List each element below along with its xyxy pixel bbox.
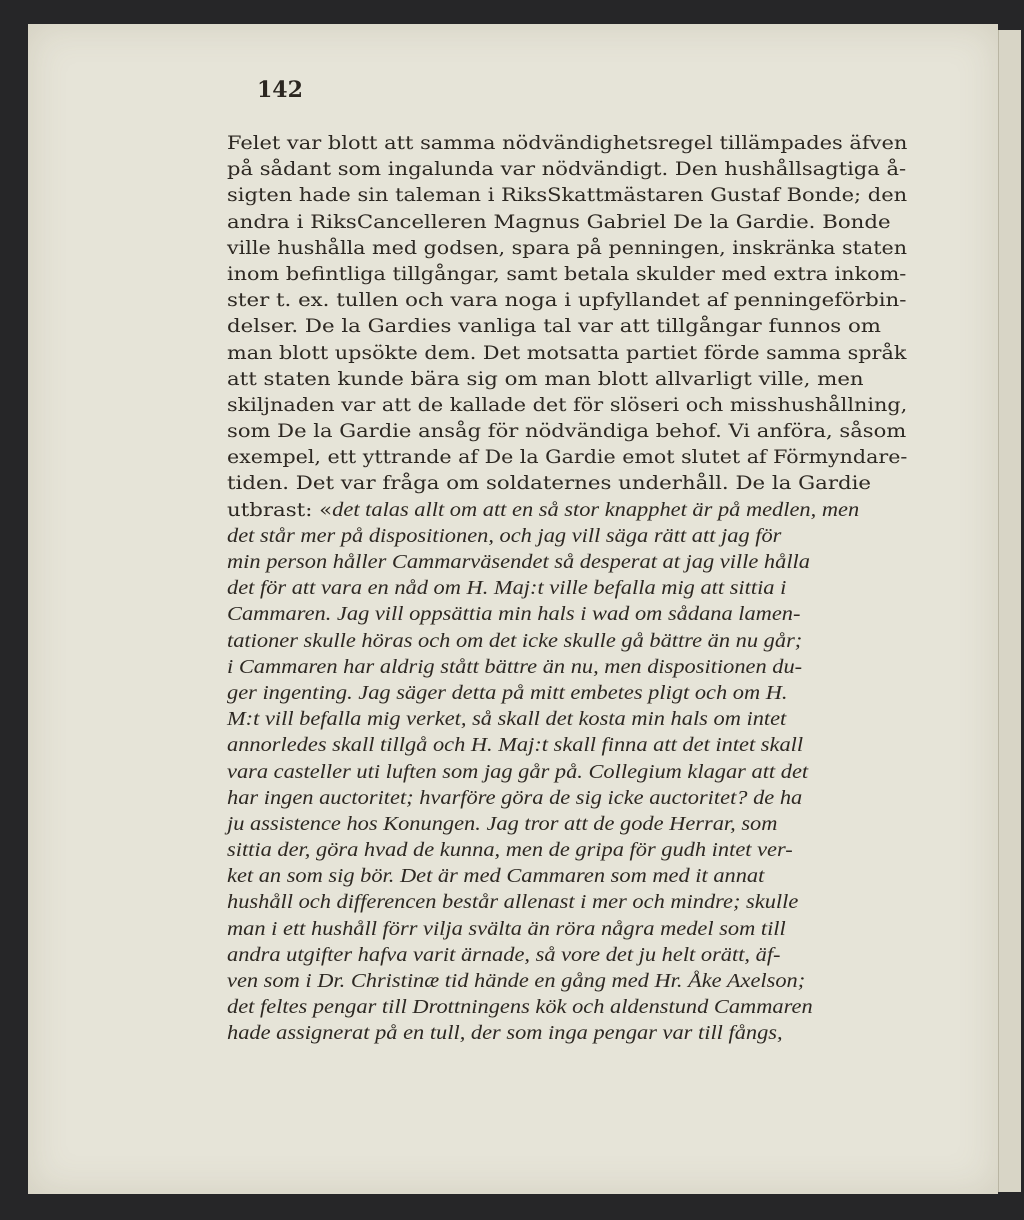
- next-page-edge: [998, 30, 1021, 1192]
- text-line: vara casteller uti luften som jag går på. Collegium klagar att det: [227, 760, 809, 783]
- text-line: Cammaren. Jag vill oppsättia min hals i wad om sådana lamen-: [227, 603, 801, 626]
- text-line: [227, 497, 989, 523]
- text-line: i Cammaren har aldrig stått bättre än nu, men dispositionen du-: [227, 655, 803, 678]
- text-line: min person håller Cammarväsendet så desperat at jag ville hålla: [227, 551, 810, 573]
- text-line: skiljnaden var att de kallade det för slöseri och misshushållning,: [227, 393, 908, 416]
- text-line: tationer skulle höras och om det icke skulle gå bättre än nu går;: [227, 629, 803, 652]
- text-line: andra i RiksCancelleren Magnus Gabriel De la Gardie. Bonde: [227, 210, 891, 233]
- text-line: hade assignerat på en tull, der som inga pengar var till fångs,: [227, 1022, 783, 1045]
- text-line: M:t vill befalla mig verket, så skall det kosta min hals om intet: [227, 708, 787, 731]
- text-line: på sådant som ingalunda var nödvändigt. Den hushållsagtiga å-: [227, 158, 907, 181]
- text-line: ju assistence hos Konungen. Jag tror att de gode Herrar, som: [227, 812, 778, 835]
- text-line: ket an som sig bör. Det är med Cammaren som med it annat: [227, 865, 765, 888]
- text-line: andra utgifter hafva varit ärnade, så vore det ju helt orätt, äf-: [227, 943, 781, 966]
- text-line: exempel, ett yttrande af De la Gardie emot slutet af Förmyndare-: [227, 446, 908, 469]
- text-line: man blott upsökte dem. Det motsatta partiet förde samma språk: [227, 341, 907, 364]
- text-line: det för att vara en nåd om H. Maj:t ville befalla mig att sittia i: [227, 577, 787, 600]
- text-line: ger ingenting. Jag säger detta på mitt embetes pligt och om H.: [227, 681, 788, 704]
- page-number: 142: [257, 77, 303, 103]
- text-line: delser. De la Gardies vanliga tal var att tillgångar funnos om: [227, 315, 881, 338]
- text-line-italic: det talas allt om att en så stor knapphet är på medlen, men: [332, 498, 860, 521]
- text-line: som De la Gardie ansåg för nödvändiga behof. Vi anföra, såsom: [227, 420, 907, 443]
- text-line-prefix: utbrast: «: [227, 498, 333, 521]
- text-line: det står mer på dispositionen, och jag vill säga rätt att jag för: [227, 524, 782, 547]
- text-line: ville hushålla med godsen, spara på penningen, inskränka staten: [227, 236, 908, 259]
- text-line: inom befintliga tillgångar, samt betala skulder med extra inkom-: [227, 262, 907, 285]
- text-line: det feltes pengar till Drottningens kök och aldenstund Cammaren: [227, 996, 813, 1019]
- text-line: har ingen auctoritet; hvarföre göra de sig icke auctoritet? de ha: [227, 786, 803, 809]
- text-line: man i ett hushåll förr vilja svälta än röra några medel som till: [227, 917, 786, 940]
- text-line: annorledes skall tillgå och H. Maj:t skall finna att det intet skall: [227, 734, 804, 757]
- body-text: [227, 130, 907, 1047]
- text-line: hushåll och differencen består allenast i mer och mindre; skulle: [227, 891, 799, 914]
- text-line: tiden. Det var fråga om soldaternes underhåll. De la Gardie: [227, 472, 872, 495]
- text-line: ven som i Dr. Christinæ tid hände en gång med Hr. Åke Axelson;: [227, 970, 806, 992]
- text-line: att staten kunde bära sig om man blott allvarligt ville, men: [227, 367, 864, 390]
- text-line: ster t. ex. tullen och vara noga i upfyllandet af penningeförbin-: [227, 289, 907, 312]
- text-line: sigten hade sin taleman i RiksSkattmästaren Gustaf Bonde; den: [227, 184, 908, 207]
- text-line: sittia der, göra hvad de kunna, men de gripa för gudh intet ver-: [227, 839, 793, 862]
- text-line: Felet var blott att samma nödvändighetsregel tillämpades äfven: [227, 132, 908, 154]
